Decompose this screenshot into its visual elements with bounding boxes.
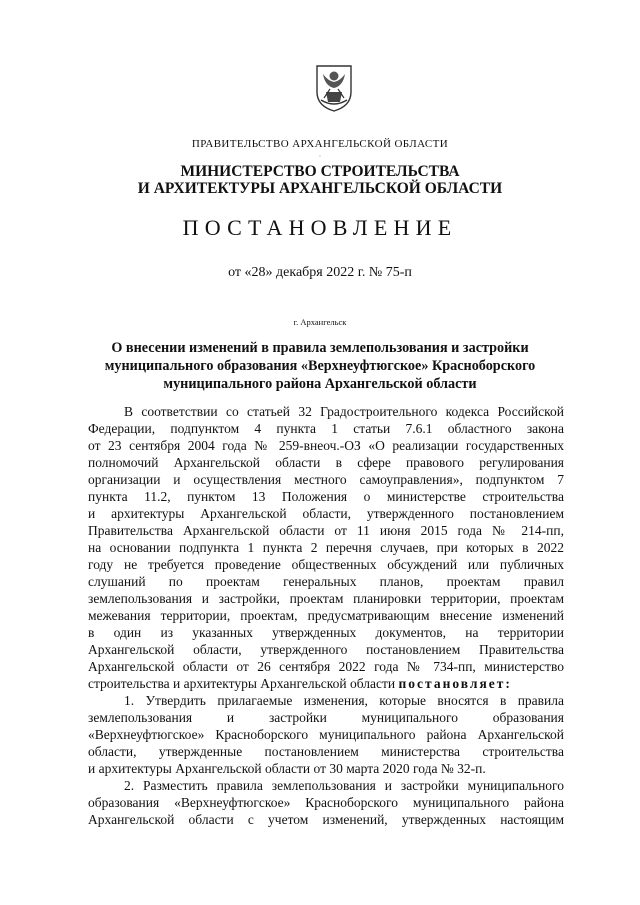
ministry-name-line-2: И АРХИТЕКТУРЫ АРХАНГЕЛЬСКОЙ ОБЛАСТИ bbox=[137, 180, 503, 197]
body-line: «Верхнеуфтюгское» Красноборского муниципального района Архангельской bbox=[88, 727, 564, 742]
document-title-line-2: муниципального образования «Верхнеуфтюгское» Красноборского bbox=[104, 358, 536, 374]
ministry-name-line-1: МИНИСТЕРСТВО СТРОИТЕЛЬСТВА bbox=[180, 163, 460, 180]
body-line: Правительства Архангельской области от 11 июня 2015 года № 214-пп, bbox=[88, 523, 564, 538]
body-line: межевания территории, проектам, предусматривающим внесение изменений bbox=[88, 608, 564, 623]
body-line: на основании подпункта 1 пункта 2 перечня случаев, при которых в 2022 bbox=[88, 540, 564, 555]
body-line-decree bbox=[88, 676, 564, 692]
body-line: 2. Разместить правила землепользования и застройки муниципального bbox=[124, 778, 564, 793]
body-line: Архангельской области от 26 сентября 2022 года № 734-пп, министерство bbox=[88, 659, 564, 674]
body-line: Федерации, подпунктом 4 пункта 1 статьи 7.6.1 областного закона bbox=[88, 421, 564, 436]
government-name: ПРАВИТЕЛЬСТВО АРХАНГЕЛЬСКОЙ ОБЛАСТИ bbox=[191, 138, 449, 150]
body-line: землепользования и застройки муниципального образования bbox=[88, 710, 564, 725]
body-line: и архитектуры Архангельской области, утвержденного постановлением bbox=[88, 506, 564, 521]
document-title-line-3: муниципального района Архангельской области bbox=[163, 376, 477, 392]
document-title-line-1: О внесении изменений в правила землепользования и застройки bbox=[111, 340, 529, 356]
body-line: году не требуется проведение общественных обсуждений или публичных bbox=[88, 557, 564, 572]
body-line: образования «Верхнеуфтюгское» Красноборского муниципального района bbox=[88, 795, 564, 810]
city: г. Архангельск bbox=[293, 317, 347, 327]
body-line: Архангельской области, утвержденного постановлением Правительства bbox=[88, 642, 564, 657]
document-type: ПОСТАНОВЛЕНИЕ bbox=[182, 215, 458, 240]
decree-word: постановляет: bbox=[398, 676, 512, 691]
body-line: В соответствии со статьей 32 Градостроительного кодекса Российской bbox=[124, 404, 564, 419]
body-line: пункта 11.2, пунктом 13 Положения о министерстве строительства bbox=[88, 489, 564, 504]
body-line-text: строительства и архитектуры Архангельской области bbox=[88, 676, 396, 691]
body-line: организации и осуществления местного самоуправления», подпунктом 7 bbox=[88, 472, 564, 487]
coat-of-arms-emblem-icon bbox=[314, 62, 354, 112]
body-line: землепользования и застройки, проектам планировки территории, проектам bbox=[88, 591, 564, 606]
body-line: в один из указанных утвержденных документов, на территории bbox=[88, 625, 564, 640]
body-line: от 23 сентября 2004 года № 259-внеоч.-ОЗ «О реализации государственных bbox=[88, 438, 564, 453]
body-line: слушаний по проектам генеральных планов, проектам правил bbox=[88, 574, 564, 589]
body-line: полномочий Архангельской области в сфере правового регулирования bbox=[88, 455, 564, 470]
body-line: Архангельской области с учетом изменений, утвержденных настоящим bbox=[88, 812, 564, 827]
separator-dot: · bbox=[318, 152, 322, 161]
body-line: и архитектуры Архангельской области от 30 марта 2020 года № 32-п. bbox=[88, 761, 486, 776]
date-and-number: от «28» декабря 2022 г. № 75-п bbox=[228, 265, 412, 280]
body-line: 1. Утвердить прилагаемые изменения, которые вносятся в правила bbox=[124, 693, 564, 708]
body-line: области, утвержденные постановлением министерства строительства bbox=[88, 744, 564, 759]
